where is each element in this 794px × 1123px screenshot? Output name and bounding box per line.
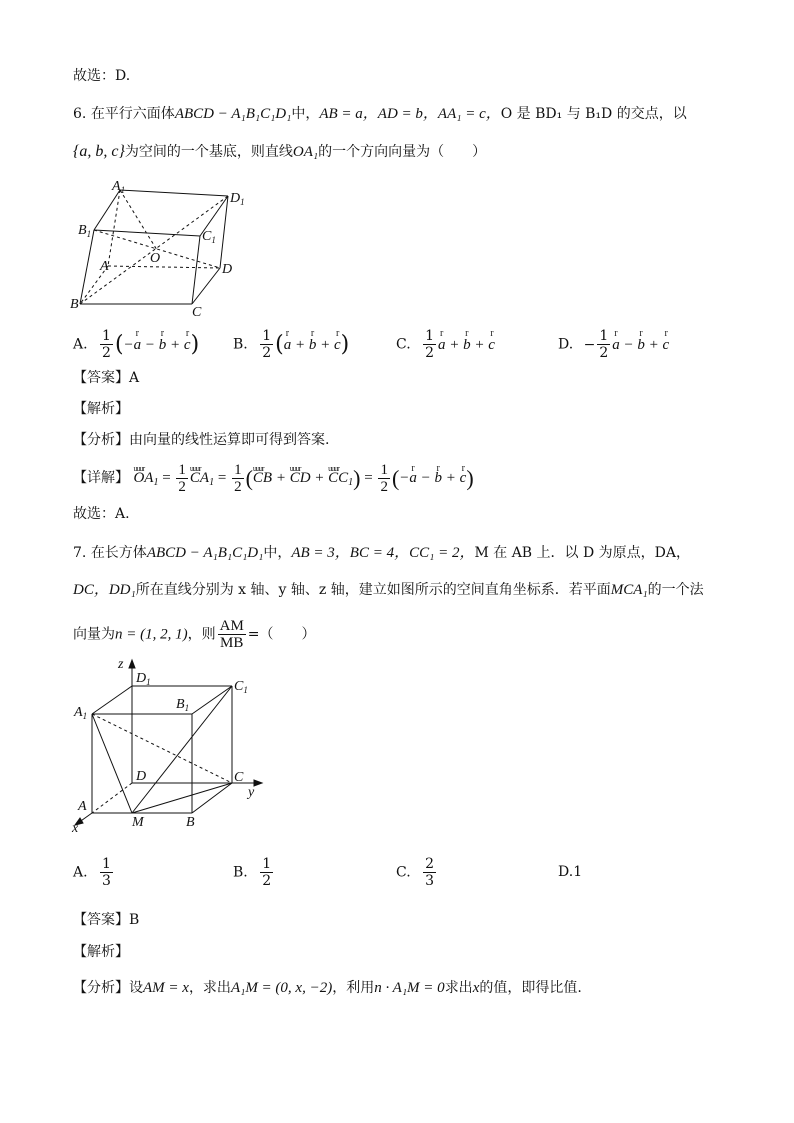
q7-analysis-tag — [73, 942, 129, 962]
q6-number: 6. — [73, 106, 87, 122]
fig7-label-D1: $D_1$ — [136, 671, 151, 687]
q7-fenxi-math4: x — [472, 980, 480, 996]
q7-option-a-label: A. — [73, 864, 88, 881]
q6-line-name: OA₁ — [292, 144, 319, 160]
q6-vector-defs: AB = a，AD = b，AA₁ = c， — [319, 106, 501, 122]
q6-stem-text5: 的一个方向向量为（ ） — [318, 144, 487, 160]
q6-answer-value: A — [129, 370, 140, 386]
q7-fenxi — [73, 978, 582, 998]
q7-ratio-num: AM — [219, 618, 244, 634]
fig6-label-D: D — [222, 262, 233, 277]
fig7-label-z: z — [118, 658, 124, 672]
q7-option-c-den: 3 — [425, 873, 435, 889]
fig6-label-D1: $D_1$ — [230, 191, 245, 207]
q7-option-d-label: D. — [558, 864, 574, 880]
q6-stem-line2 — [73, 142, 486, 162]
q7-answer — [73, 910, 139, 930]
q7-axes-lines: DC，DD₁ — [73, 582, 136, 598]
q7-option-b-den: 2 — [262, 873, 272, 889]
q6-option-a-label: A. — [73, 336, 88, 353]
q7-stem-text4: 所在直线分别为 x 轴、y 轴、z 轴，建立如图所示的空间直角坐标系．若平面 — [135, 582, 611, 598]
q6-analysis-tag — [73, 399, 129, 419]
q7-fenxi-math1: AM = x — [143, 980, 189, 996]
q7-fenxi-text3: ，利用 — [332, 980, 375, 996]
q7-fenxi-text2: ，求出 — [188, 980, 231, 996]
fig7-label-D: D — [136, 769, 147, 784]
q7-option-b-label: B. — [233, 864, 248, 881]
q7-option-d-value: 1 — [573, 864, 583, 880]
q7-ratio-den: MB — [220, 635, 244, 651]
fig6-label-C: C — [192, 305, 202, 318]
q6-xiangjie — [73, 462, 474, 495]
q6-option-c[interactable]: C. $\frac{1}{2}$ r a + r b + r c — [396, 328, 495, 361]
q6-option-d-label: D. — [558, 336, 574, 353]
q6-option-b[interactable]: B. $\frac{1}{2}$ (r a + r b + r c) — [233, 328, 349, 361]
q6-solid-name: ABCD − A₁B₁C₁D₁ — [174, 106, 292, 122]
q6-option-c-label: C. — [396, 336, 411, 353]
fig6-label-B: B — [70, 297, 79, 312]
q6-fenxi-tag: 【分析】 — [73, 432, 129, 448]
q7-stem-text: 在长方体 — [90, 545, 147, 561]
q7-normal-vector: n = (1, 2, 1) — [115, 626, 188, 643]
fig7-label-x: x — [72, 821, 79, 833]
conclusion-prev: 故选：D. — [73, 68, 131, 84]
q7-solid-name: ABCD − A₁B₁C₁D₁ — [146, 545, 264, 561]
fig6-label-B1: $B_1$ — [78, 223, 92, 239]
q7-option-c[interactable] — [396, 856, 438, 889]
q7-box-figure — [70, 658, 270, 833]
q7-fenxi-math3: n · A₁M = 0 — [374, 980, 445, 996]
q7-analysis-label: 【解析】 — [73, 944, 129, 960]
q6-answer — [73, 368, 139, 388]
q7-option-b[interactable] — [233, 856, 275, 889]
q7-stem-line3 — [73, 618, 316, 651]
fig6-label-A: A — [100, 259, 109, 274]
q7-fenxi-text4: 求出 — [444, 980, 473, 996]
q7-fenxi-math2: A₁M = (0, x, −2) — [230, 980, 333, 996]
q7-number: 7. — [73, 545, 87, 561]
fig7-label-M: M — [132, 815, 144, 830]
q6-conclusion: 故选：A. — [73, 506, 130, 522]
q7-answer-value: B — [129, 912, 140, 928]
q7-stem-text2: 中， — [263, 545, 292, 561]
q7-option-a-num: 1 — [102, 856, 111, 872]
q6-option-b-label: B. — [233, 336, 248, 353]
q6-parallelepiped-figure — [70, 178, 260, 318]
q7-fenxi-text1: 设 — [129, 980, 143, 996]
fig7-label-C: C — [234, 770, 244, 785]
q6-stem-text2: 中， — [291, 106, 320, 122]
q7-stem-text7: ，则 — [187, 626, 216, 643]
q6-fenxi — [73, 430, 329, 450]
fig6-label-O: O — [150, 251, 161, 266]
q6-stem-text4: 为空间的一个基底，则直线 — [124, 144, 293, 160]
q7-stem-text5: 的一个法 — [647, 582, 704, 598]
fig7-label-C1: $C_1$ — [234, 679, 248, 695]
q7-fenxi-tag: 【分析】 — [73, 980, 129, 996]
q6-option-a[interactable]: A. $\frac{1}{2}$ (−r a − r b + r c) — [73, 328, 199, 361]
q7-stem-text8: =（ ） — [247, 626, 316, 643]
fig7-label-A1: $A_1$ — [74, 705, 88, 721]
q6-xiangjie-formula: uuur $OA_1$ = $\frac{1}{2}$ uuur $CA_1$ = $\frac{1}{2}$ (uuur CB + uuur CD + uuur $CC_1$) = $\frac{1}{2}$ (−r a − r b + r c) — [133, 470, 473, 486]
fig7-label-A: A — [78, 799, 87, 814]
fig7-label-B1: $B_1$ — [176, 697, 190, 713]
q7-option-c-label: C. — [396, 864, 411, 881]
fig7-label-y: y — [248, 785, 255, 800]
q7-fenxi-text5: 的值，即得比值. — [479, 980, 582, 996]
q7-answer-tag: 【答案】 — [73, 912, 129, 928]
q7-option-d[interactable] — [558, 864, 582, 880]
q6-stem-line1 — [73, 104, 687, 124]
q6-basis: {a, b, c} — [73, 143, 125, 160]
fig6-label-C1: $C_1$ — [202, 229, 216, 245]
q6-option-d[interactable]: D. − $\frac{1}{2}$ r a − r b + r c — [558, 328, 669, 361]
q6-xiangjie-tag: 【详解】 — [73, 469, 129, 486]
q7-option-a-den: 3 — [102, 873, 111, 889]
q6-stem-text: 在平行六面体 — [90, 106, 175, 122]
q7-plane-name: MCA₁ — [610, 582, 648, 598]
q7-option-b-num: 1 — [262, 856, 272, 872]
q6-fenxi-text: 由向量的线性运算即可得到答案. — [129, 432, 330, 448]
q7-stem-line1 — [73, 543, 690, 563]
q6-stem-text3: O 是 BD₁ 与 B₁D 的交点，以 — [500, 106, 687, 122]
q7-stem-line2 — [73, 580, 704, 600]
q6-analysis-label: 【解析】 — [73, 401, 129, 417]
fig7-label-B: B — [186, 815, 195, 830]
q7-option-c-num: 2 — [425, 856, 435, 872]
q7-option-a[interactable] — [73, 856, 115, 889]
q7-stem-text3: M 在 AB 上．以 D 为原点，DA， — [474, 545, 690, 561]
q6-answer-tag: 【答案】 — [73, 370, 129, 386]
fig6-label-A1: $A_1$ — [112, 179, 126, 195]
q7-ratio — [218, 618, 246, 651]
q7-dims: AB = 3，BC = 4，CC₁ = 2， — [291, 545, 475, 561]
q7-stem-text6: 向量为 — [73, 626, 115, 643]
